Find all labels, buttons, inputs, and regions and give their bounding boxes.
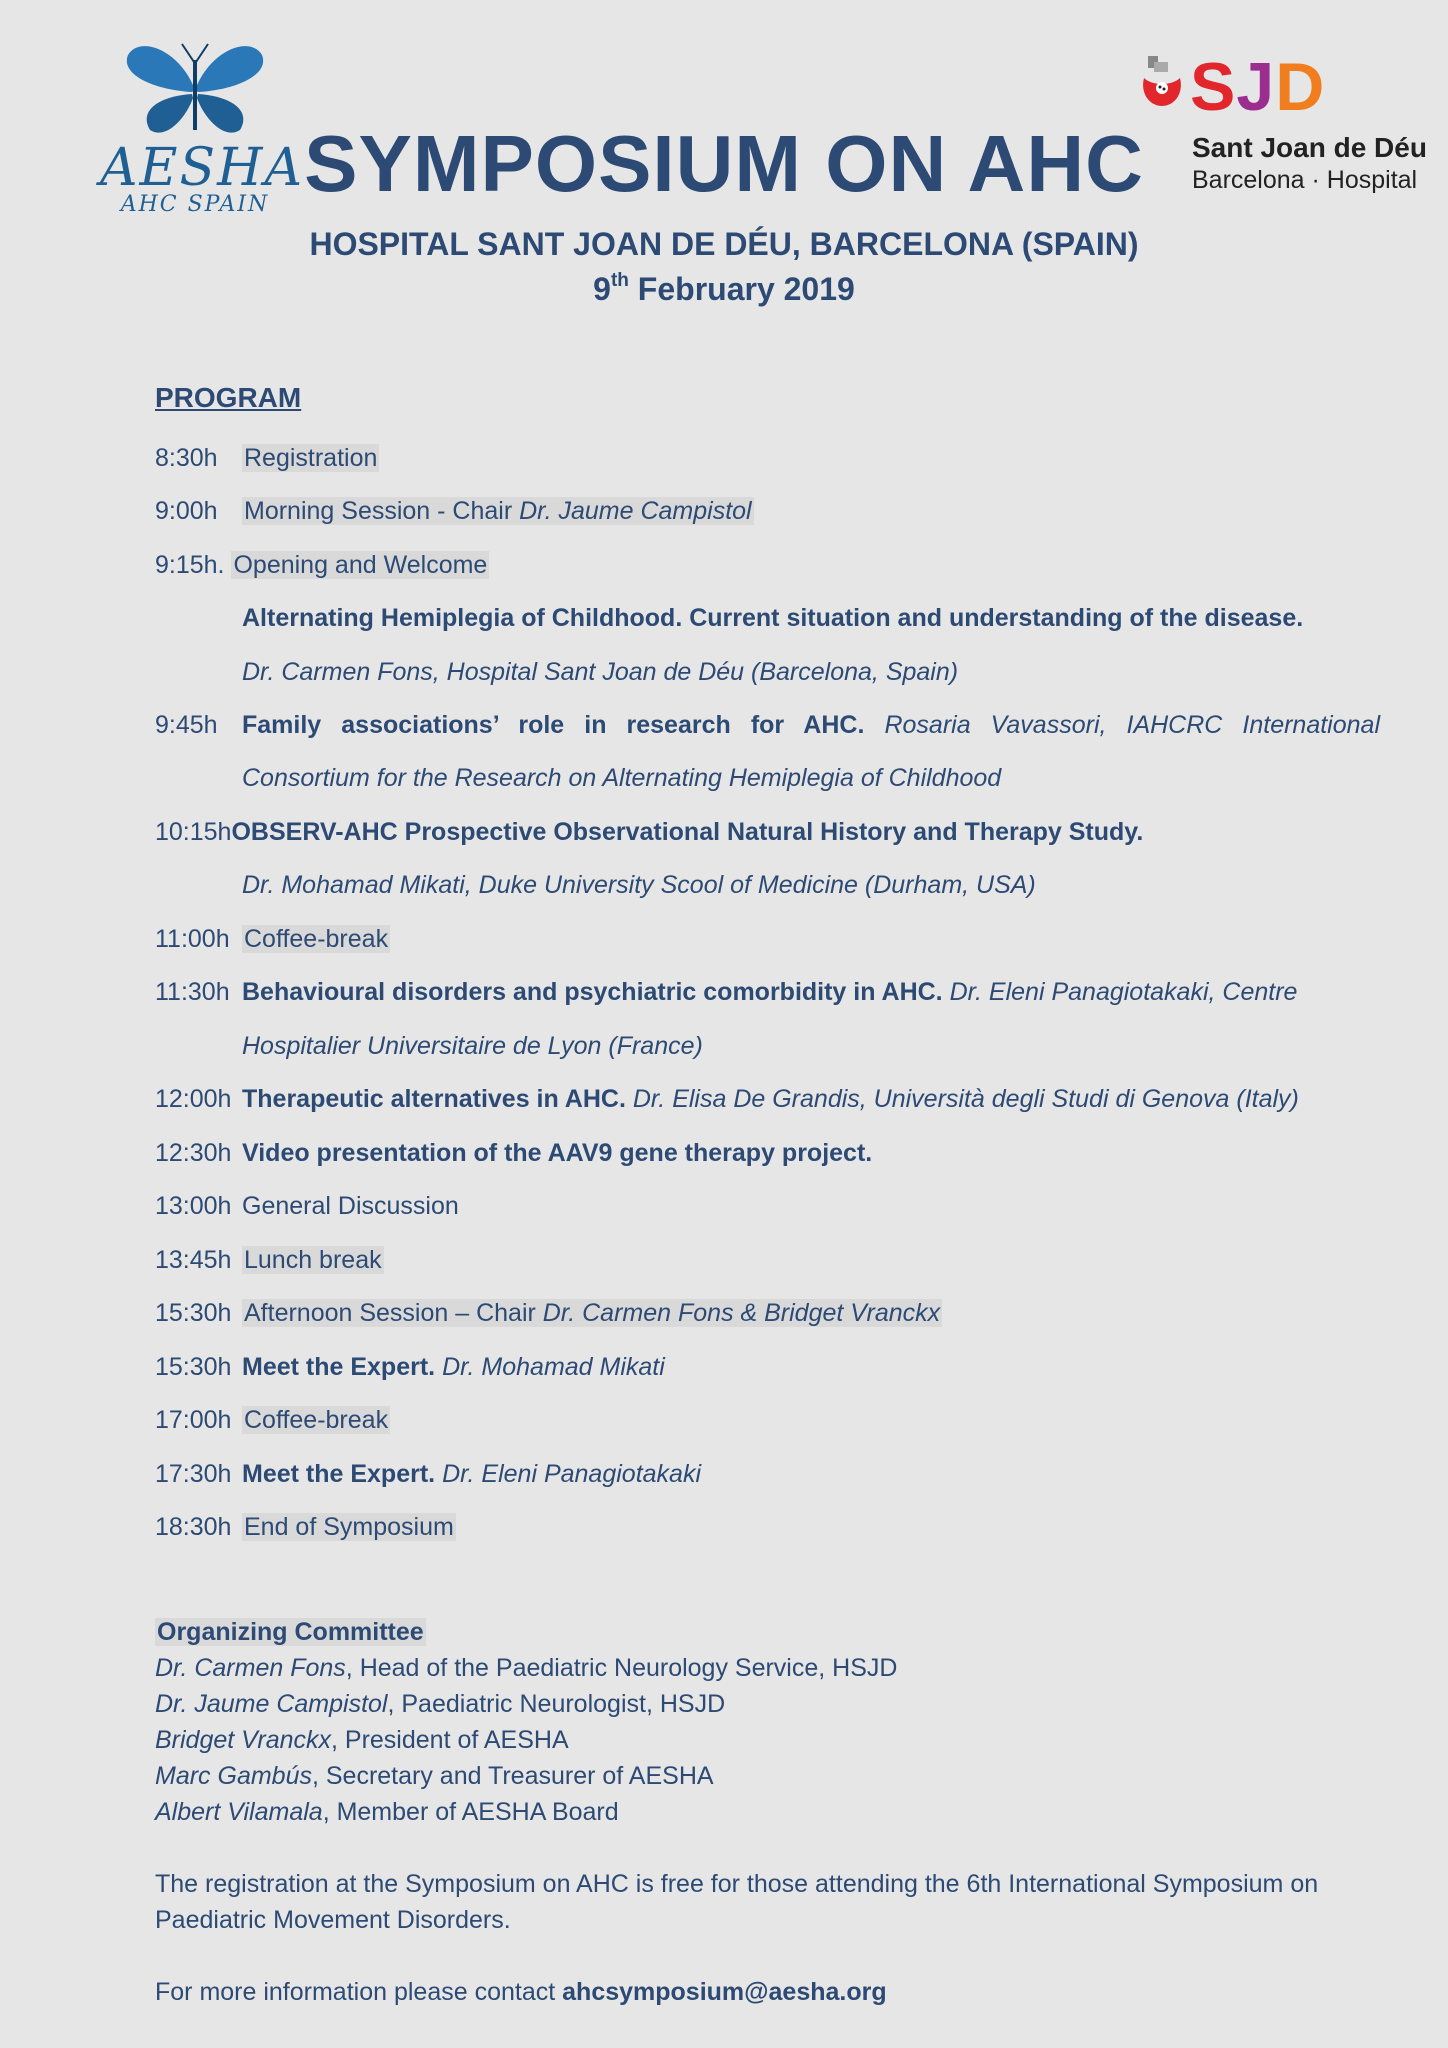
program-text: Coffee-break	[244, 1406, 389, 1434]
member-role: , Secretary and Treasurer of AESHA	[311, 1762, 714, 1790]
program-chair: Dr. Jaume Campistol	[519, 497, 752, 525]
committee-member	[155, 1758, 897, 1794]
program-time: 9:00h	[155, 497, 218, 525]
program-item	[155, 545, 1380, 585]
program-time: 9:45h	[155, 711, 218, 739]
program-item	[155, 491, 1380, 531]
program-time: 12:30h	[155, 1139, 232, 1167]
member-name: Dr. Carmen Fons	[155, 1654, 346, 1682]
talk-speaker: Dr. Mohamad Mikati	[442, 1353, 665, 1381]
program-time: 9:15h.	[155, 551, 225, 579]
sjd-emblem-icon	[1140, 54, 1186, 114]
committee-member	[155, 1686, 897, 1722]
member-role: , President of AESHA	[331, 1726, 569, 1754]
program-item	[155, 1293, 1380, 1333]
organizing-committee	[155, 1614, 897, 1830]
program-item	[155, 1079, 1380, 1119]
program-time: 13:45h	[155, 1246, 232, 1274]
program-heading: PROGRAM	[155, 382, 302, 413]
sjd-letter-j: J	[1236, 49, 1276, 125]
date-month-year: February 2019	[628, 271, 855, 307]
program-item	[155, 1400, 1380, 1440]
talk-title: Meet the Expert.	[242, 1460, 436, 1488]
program-text: Morning Session - Chair	[244, 497, 520, 525]
talk-title: Behavioural disorders and psychiatric comorbidity in AHC.	[242, 978, 943, 1006]
program-item	[155, 1347, 1380, 1387]
program-time: 11:30h	[155, 978, 230, 1006]
committee-member	[155, 1722, 897, 1758]
talk-speaker: Dr. Eleni Panagiotakaki	[442, 1460, 701, 1488]
program-text: Afternoon Session – Chair	[244, 1299, 543, 1327]
sjd-letter-d: D	[1275, 49, 1326, 125]
aesha-subtitle: AHC SPAIN	[120, 192, 270, 217]
program-item	[155, 1507, 1380, 1547]
program-item	[155, 705, 1380, 745]
talk-title: OBSERV-AHC Prospective Observational Natural History and Therapy Study.	[231, 818, 1144, 846]
contact-email-link[interactable]: ahcsymposium@aesha.org	[562, 1978, 887, 2006]
program-text: Coffee-break	[244, 925, 389, 953]
program-time: 10:15h	[155, 818, 232, 846]
program-time: 11:00h	[155, 925, 230, 953]
committee-member	[155, 1794, 897, 1830]
contact-text: For more information please contact	[155, 1978, 563, 2006]
program-time: 17:30h	[155, 1460, 232, 1488]
program-session	[242, 497, 754, 525]
aesha-name: AESHA	[100, 138, 305, 198]
program-session	[242, 1299, 942, 1327]
member-name: Albert Vilamala	[155, 1798, 323, 1826]
venue-subtitle: HOSPITAL SANT JOAN DE DÉU, BARCELONA (SPAIN)	[309, 226, 1139, 262]
talk-title: Therapeutic alternatives in AHC.	[242, 1085, 626, 1113]
program-text: End of Symposium	[244, 1513, 454, 1541]
program-item	[155, 919, 1380, 959]
registration-note: The registration at the Symposium on AHC is free for those attending the 6th International Symposium on Paediatric Movement Disorders.	[155, 1870, 1319, 1934]
member-role: , Paediatric Neurologist, HSJD	[387, 1690, 726, 1718]
talk-speaker-cont: Hospitalier Universitaire de Lyon (France)	[242, 1032, 703, 1060]
program-item	[155, 438, 1380, 478]
program-item	[155, 1240, 1380, 1280]
talk-speaker: Dr. Carmen Fons, Hospital Sant Joan de Déu (Barcelona, Spain)	[242, 658, 959, 686]
talk-affiliation: , Università degli Studi di Genova (Italy)	[859, 1085, 1299, 1113]
program-time: 18:30h	[155, 1513, 232, 1541]
member-name: Marc Gambús	[155, 1762, 312, 1790]
program-text: Opening and Welcome	[233, 551, 488, 579]
sjd-letter-s: S	[1190, 49, 1237, 125]
program-item	[155, 1133, 1380, 1173]
member-role: , Member of AESHA Board	[322, 1798, 619, 1826]
member-name: Bridget Vranckx	[155, 1726, 332, 1754]
program-time: 12:00h	[155, 1085, 232, 1113]
talk-speaker: Dr. Eleni Panagiotakaki, Centre	[949, 978, 1298, 1006]
program-time: 8:30h	[155, 444, 218, 472]
program-text: Registration	[244, 444, 378, 472]
program-item	[155, 1186, 1380, 1226]
program-time: 15:30h	[155, 1299, 232, 1327]
committee-heading: Organizing Committee	[157, 1618, 424, 1646]
contact-note	[155, 1974, 1385, 2010]
talk-speaker-cont: Consortium for the Research on Alternating Hemiplegia of Childhood	[242, 764, 1002, 792]
event-date	[0, 270, 1448, 308]
member-name: Dr. Jaume Campistol	[155, 1690, 388, 1718]
committee-member	[155, 1650, 897, 1686]
member-role: , Head of the Paediatric Neurology Service, HSJD	[345, 1654, 898, 1682]
program-time: 15:30h	[155, 1353, 232, 1381]
talk-title: Video presentation of the AAV9 gene therapy project.	[242, 1139, 873, 1167]
program-item	[155, 812, 1380, 852]
program-item	[155, 1454, 1380, 1494]
sjd-name: Sant Joan de Déu	[1192, 132, 1427, 163]
date-suffix: th	[610, 270, 629, 291]
page-title: SYMPOSIUM ON AHC	[304, 119, 1144, 208]
sjd-city: Barcelona · Hospital	[1192, 166, 1418, 194]
talk-speaker: Dr. Mohamad Mikati, Duke University Scool of Medicine (Durham, USA)	[242, 871, 1036, 899]
program-chair: Dr. Carmen Fons & Bridget Vranckx	[542, 1299, 941, 1327]
program-item	[155, 972, 1380, 1012]
talk-speaker: Rosaria Vavassori, IAHCRC International	[884, 711, 1380, 739]
program-time: 17:00h	[155, 1406, 232, 1434]
program-text: General Discussion	[242, 1192, 459, 1220]
talk-speaker: Dr. Elisa De Grandis	[632, 1085, 860, 1113]
talk-title: Family associations’ role in research for AHC.	[242, 711, 865, 739]
talk-title: Meet the Expert.	[242, 1353, 436, 1381]
program-text: Lunch break	[244, 1246, 382, 1274]
program-time: 13:00h	[155, 1192, 232, 1220]
date-day: 9	[593, 271, 611, 307]
talk-title: Alternating Hemiplegia of Childhood. Current situation and understanding of the disease.	[242, 604, 1304, 632]
sjd-letters	[1190, 48, 1325, 126]
